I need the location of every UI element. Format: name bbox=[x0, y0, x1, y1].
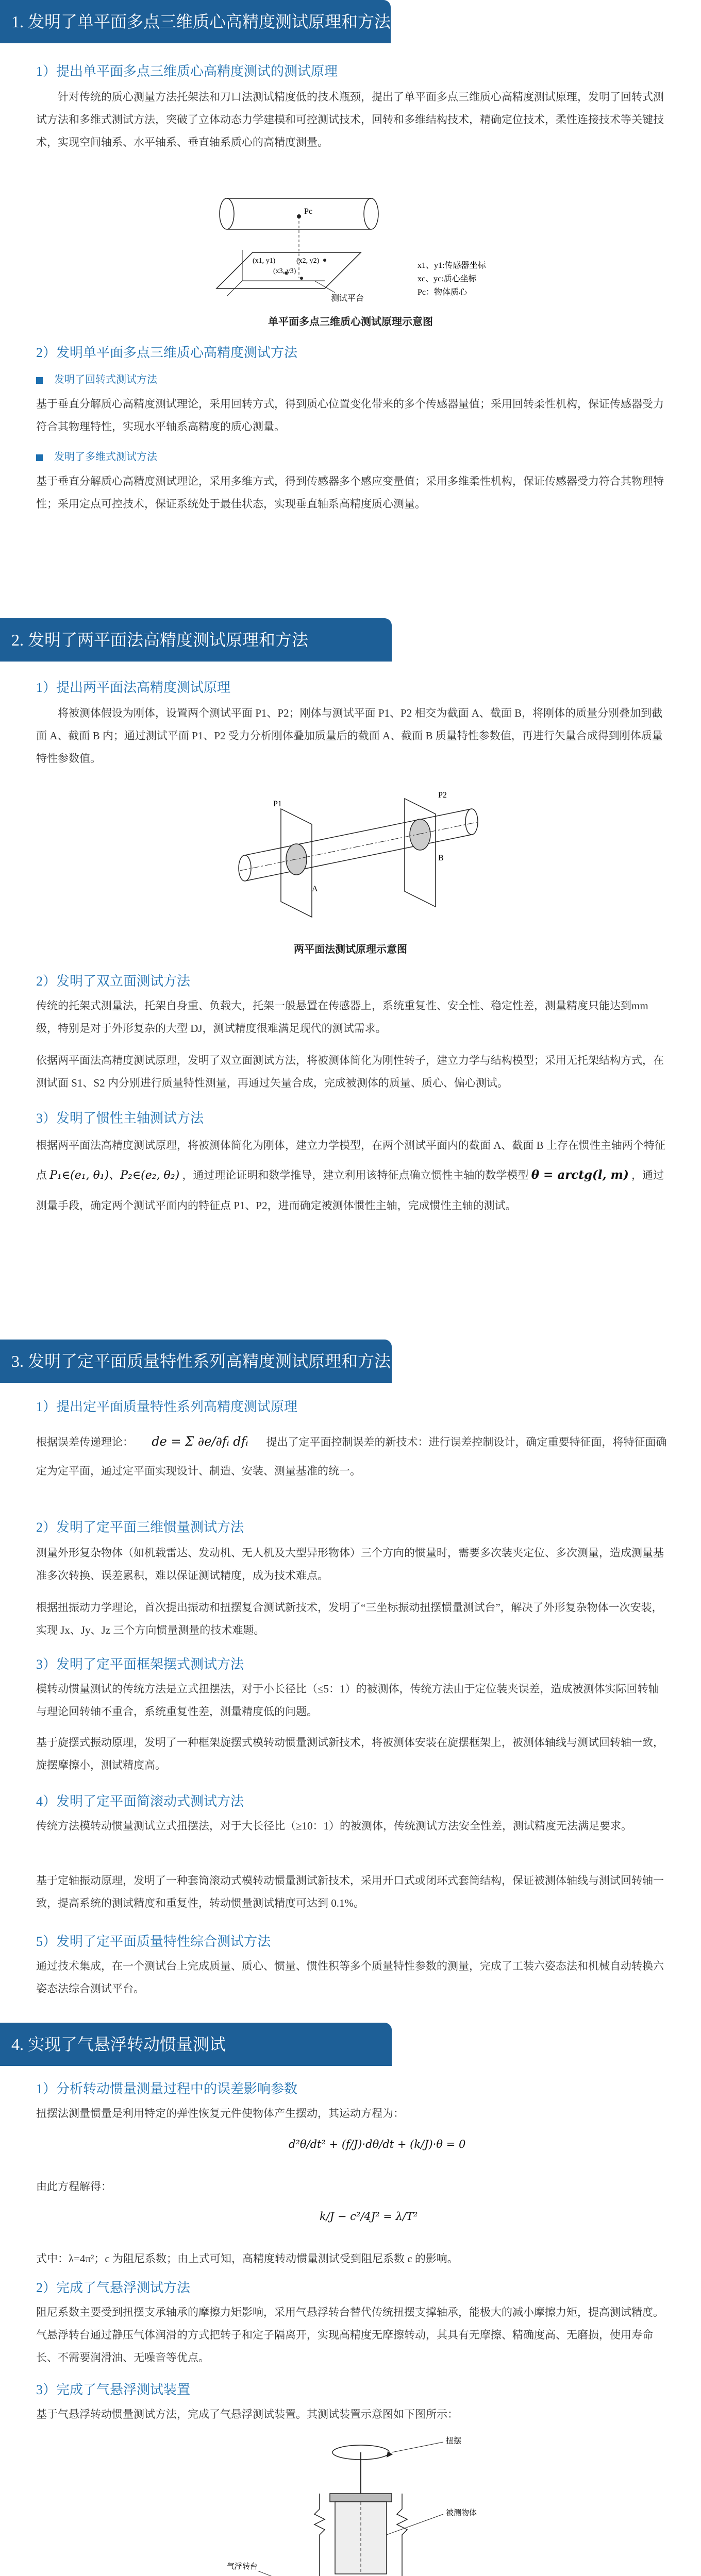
motion-equation: d²θ/dt² + (f/J)·dθ/dt + (k/J)·θ = 0 bbox=[289, 2138, 466, 2150]
section-b bbox=[410, 819, 430, 850]
bullet-square-icon bbox=[36, 454, 43, 461]
error-transfer-formula: de = Σ ∂e/∂fᵢ dfᵢ bbox=[152, 1434, 248, 1449]
s3-para-1: 根据误差传递理论： de = Σ ∂e/∂fᵢ dfᵢ 提出了定平面控制误差的新技术：进行误差控制设计，确定重要特征面，将特征面确定为定平面，通过定平面实现设计、制造、安装、测量基准的统一。 bbox=[36, 1434, 667, 1477]
s1-sub-2: 2）发明单平面多点三维质心高精度测试方法 bbox=[36, 345, 298, 360]
s3-para-2: 测量外形复杂物体（如机载雷达、发动机、无人机及大型异形物体）三个方向的惯量时，需要多次装夹定位、多次测量，造成测量基准多次转换、误差累积，难以保证测试精度，成为技术难点。 bbox=[36, 1547, 664, 1582]
legend-line-3: Pc：物体质心 bbox=[418, 288, 468, 297]
s3-para-3: 根据扭振动力学理论，首次提出振动和扭摆复合测试新技术，发明了“三坐标振动扭摆惯量测试台”，解决了外形复杂物体一次安装，实现 Jx、Jy、Jz 三个方向惯量测量的技术难题。 bbox=[36, 1601, 663, 1636]
s3-sub-2: 2）发明了定平面三维惯量测试方法 bbox=[36, 1520, 244, 1535]
s2-para-4: 根据两平面法高精度测试原理，将被测体简化为刚体，建立力学模型，在两个测试平面内的截面 A、截面 B 上存在惯性主轴两个特征点 P₁∈(e₁, θ₁)、P₂∈(e₂, θ₂) ，通过理论证明和数学推导，建立利用该特征点确立惯性主轴的数学模型 θ = arctg(l, m) ，通过测量手段，确定两个测试平面内的特征点 P1、P2，进而确定被测体惯性主轴，完成惯性主轴的测试。 bbox=[36, 1139, 665, 1212]
s1-bullet-1: 发明了回转式测试方法 bbox=[36, 371, 157, 386]
s3-para-8: 通过技术集成，在一个测试台上完成质量、质心、惯量、惯性积等多个质量特性参数的测量，完成了工装六姿态法和机械自动转换六姿态法综合测试平台。 bbox=[36, 1960, 664, 1995]
airtable-label: 气浮转台 bbox=[227, 2563, 258, 2571]
s4-para-2: 由此方程解得： bbox=[36, 2180, 112, 2193]
s4-diagram bbox=[227, 2432, 495, 2576]
s4-sub-3: 3）完成了气悬浮测试装置 bbox=[36, 2382, 191, 2397]
legend-line-1: x1、y1:传感器坐标 bbox=[418, 261, 486, 270]
s4-sub-1: 1）分析转动惯量测量过程中的误差影响参数 bbox=[36, 2081, 298, 2096]
a-label: A bbox=[312, 885, 318, 893]
s4-para-1: 扭摆法测量惯量是利用特定的弹性恢复元件使物体产生摆动，其运动方程为： bbox=[36, 2107, 404, 2120]
s4-para-3: 式中：λ=4π²；c 为阻尼系数；由上式可知，高精度转动惯量测试受到阻尼系数 c 的影响。 bbox=[36, 2252, 458, 2265]
sensor-3-label: (x3, y3) bbox=[273, 267, 296, 275]
s2-sub-1: 1）提出两平面法高精度测试原理 bbox=[36, 680, 231, 695]
s1-para-3: 基于垂直分解质心高精度测试理论，采用多维方式，得到传感器多个感应变量值；采用多维柔性机构，保证传感器受力符合其物理特性；采用定点可控技术，保证系统处于最佳状态，实现垂直轴系高精度质心测量。 bbox=[36, 475, 664, 510]
spring-right bbox=[397, 2494, 407, 2576]
cylinder-right-end bbox=[364, 198, 378, 229]
platform-label: 测试平台 bbox=[331, 294, 364, 303]
p1-label: P1 bbox=[273, 800, 282, 808]
s2-para-3: 依据两平面法高精度测试原理，发明了双立面测试方法，将被测体简化为刚性转子，建立力学与结构模型；采用无托架结构方式，在测试面 S1、S2 内分别进行质量特性测量，再通过矢量合成，完成被测体的质量、质心、偏心测试。 bbox=[36, 1054, 664, 1089]
b-label: B bbox=[438, 854, 444, 862]
s3-sub-5: 5）发明了定平面质量特性综合测试方法 bbox=[36, 1934, 271, 1949]
s3-sub-3: 3）发明了定平面框架摆式测试方法 bbox=[36, 1657, 244, 1672]
section-2-banner: 2. 发明了两平面法高精度测试原理和方法 bbox=[0, 618, 392, 662]
sensor-1-label: (x1, y1) bbox=[253, 257, 276, 265]
s3-sub-1: 1）提出定平面质量特性系列高精度测试原理 bbox=[36, 1399, 298, 1414]
s3-para-5: 基于旋摆式振动原理，发明了一种框架旋摆式模转动惯量测试新技术，将被测体安装在旋摆框架上，被测体轴线与测试回转轴一致，旋摆摩擦小，测试精度高。 bbox=[36, 1736, 664, 1771]
s2-para-1: 将被测体假设为刚体，设置两个测试平面 P1、P2；刚体与测试平面 P1、P2 相交为截面 A、截面 B，将刚体的质量分别叠加到截面 A、截面 B 内；通过测试平面 P1、P2 受力分析刚体叠加质量后的截面 A、截面 B 质量特性参数值，再进行矢量合成得到刚体质量特性参数值。 bbox=[36, 707, 663, 765]
s4-sub-2: 2）完成了气悬浮测试方法 bbox=[36, 2280, 191, 2295]
solution-equation: k/J − c²/4J² = λ/T² bbox=[320, 2210, 418, 2223]
top-plate bbox=[330, 2494, 392, 2502]
s1-para-1: 针对传统的质心测量方法托架法和刀口法测试精度低的技术瓶颈，提出了单平面多点三维质心高精度测试原理，发明了回转式测试方法和多维式测试方法，突破了立体动态力学建模和可控测试技术，回转和多维结构技术，精确定位技术，柔性连接技术等关键技术，实现空间轴系、水平轴系、垂直轴系质心的高精度测量。 bbox=[36, 91, 664, 148]
s2-para-2: 传统的托架式测量法，托架自身重、负载大，托架一般悬置在传感器上，系统重复性、安全性、稳定性差，测量精度只能达到mm级，特别是对于外形复杂的大型 DJ，测试精度很难满足现代的测试需求。 bbox=[36, 999, 648, 1035]
section-3-banner: 3. 发明了定平面质量特性系列高精度测试原理和方法 bbox=[0, 1340, 392, 1383]
s2-sub-3: 3）发明了惯性主轴测试方法 bbox=[36, 1111, 204, 1126]
s1-diagram bbox=[196, 191, 515, 309]
bullet-square-icon bbox=[36, 377, 43, 384]
torsion-label: 扭摆 bbox=[446, 2437, 462, 2445]
s1-para-2: 基于垂直分解质心高精度测试理论，采用回转方式，得到质心位置变化带来的多个传感器量值；采用回转柔性机构，保证传感器受力符合其物理特性，实现水平轴系高精度的质心测量。 bbox=[36, 398, 664, 433]
s4-para-4: 阻尼系数主要受到扭摆支承轴承的摩擦力矩影响，采用气悬浮转台替代传统扭摆支撑轴承，能极大的减小摩擦力矩，提高测试精度。气悬浮转台通过静压气体润滑的方式把转子和定子隔离开，实现高精度无摩擦转动，其具有无摩擦、精确度高、无磨损，使用寿命长、不需要润滑油、无噪音等优点。 bbox=[36, 2306, 664, 2364]
plane-p2 bbox=[405, 799, 436, 907]
feature-points-formula: P₁∈(e₁, θ₁)、P₂∈(e₂, θ₂) bbox=[49, 1169, 180, 1182]
s3-para-6: 传统方法模转动惯量测试立式扭摆法，对于大长径比（≥10：1）的被测体，传统测试方法安全性差，测试精度无法满足要求。 bbox=[36, 1820, 632, 1832]
s2-figure-caption: 两平面法测试原理示意图 bbox=[294, 944, 407, 955]
principal-axis-formula: θ = arctg(l, m) bbox=[531, 1168, 629, 1182]
s3-para-4: 模转动惯量测试的传统方法是立式扭摆法，对于小长径比（≤5：1）的被测体，传统方法由于定位装夹误差，造成被测体实际回转轴与理论回转轴不重合，系统重复性差，测量精度低的问题。 bbox=[36, 1683, 659, 1718]
s1-bullet-2: 发明了多维式测试方法 bbox=[36, 448, 157, 463]
s3-para-7: 基于定轴振动原理，发明了一种套筒滚动式模转动惯量测试新技术，采用开口式或闭环式套筒结构，保证被测体轴线与测试回转轴一致，提高系统的测试精度和重复性，转动惯量测试精度可达到 0.1%。 bbox=[36, 1874, 664, 1909]
section-4-banner: 4. 实现了气悬浮转动惯量测试 bbox=[0, 2023, 392, 2066]
cylinder-left-end bbox=[220, 198, 234, 229]
object-label: 被测物体 bbox=[446, 2509, 477, 2517]
s2-diagram bbox=[235, 788, 482, 927]
sensor-2-label: (x2, y2) bbox=[296, 257, 320, 265]
spring-left bbox=[314, 2494, 325, 2576]
s1-figure-caption: 单平面多点三维质心测试原理示意图 bbox=[268, 316, 433, 328]
s4-para-5: 基于气悬浮转动惯量测试方法，完成了气悬浮测试装置。其测试装置示意图如下图所示： bbox=[36, 2408, 458, 2420]
s3-sub-4: 4）发明了定平面简滚动式测试方法 bbox=[36, 1794, 244, 1809]
s2-sub-2: 2）发明了双立面测试方法 bbox=[36, 974, 191, 989]
legend-line-2: xc、yc:质心坐标 bbox=[418, 275, 477, 283]
p2-label: P2 bbox=[438, 791, 447, 800]
pc-label: Pc bbox=[304, 207, 312, 216]
section-1-banner: 1. 发明了单平面多点三维质心高精度测试原理和方法 bbox=[0, 0, 391, 43]
s1-sub-1: 1）提出单平面多点三维质心高精度测试的测试原理 bbox=[36, 64, 338, 79]
